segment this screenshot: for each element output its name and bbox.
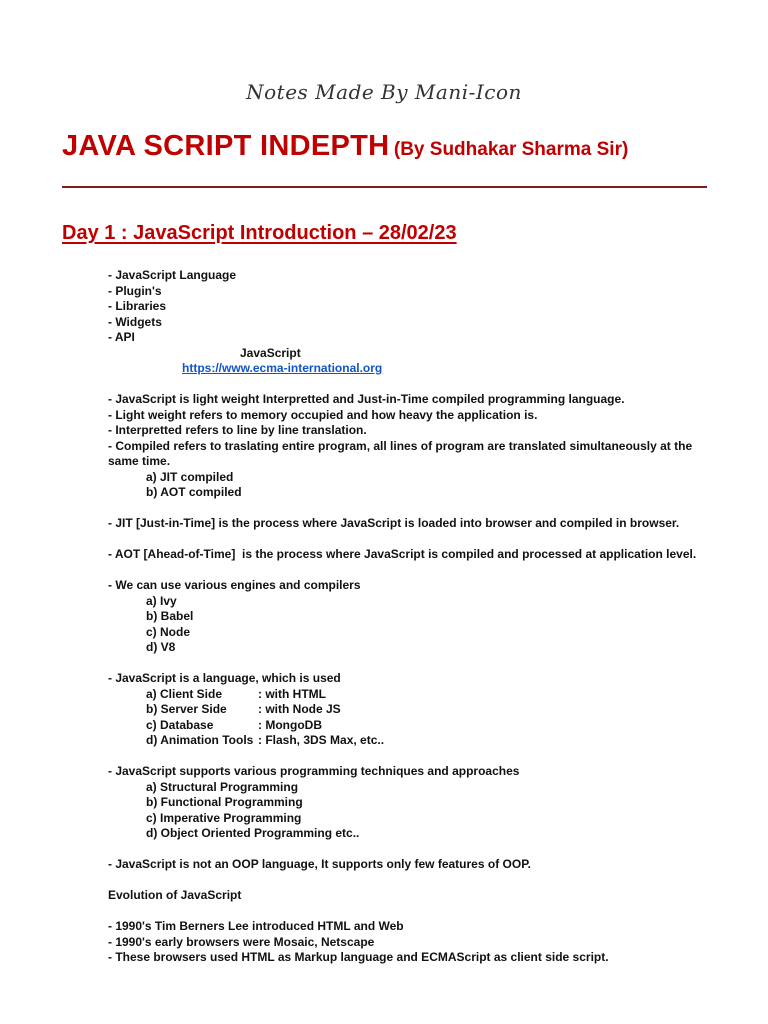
- day-heading: Day 1 : JavaScript Introduction – 28/02/23: [62, 222, 457, 244]
- usage-tech: : MongoDB: [258, 717, 322, 732]
- engine-item: a) Ivy: [146, 593, 177, 608]
- aot-definition: - AOT [Ahead-of-Time] is the process where JavaScript is compiled and processed at application level.: [108, 547, 697, 561]
- evolution-heading: Evolution of JavaScript: [108, 888, 242, 902]
- spacer: [108, 873, 708, 889]
- usage-item: [108, 733, 708, 749]
- spacer: [108, 377, 708, 393]
- document-title-main: JAVA SCRIPT INDEPTH: [62, 130, 390, 162]
- definition-line: - Light weight refers to memory occupied and how heavy the application is.: [108, 407, 538, 422]
- engine-item: b) Babel: [146, 609, 194, 623]
- jit-definition: - JIT [Just-in-Time] is the process where JavaScript is loaded into browser and compiled in browser.: [108, 516, 680, 530]
- definition-line: - Interpretted refers to line by line translation.: [108, 423, 367, 437]
- usage-area: a) Client Side: [146, 686, 223, 701]
- intro-list-item: - Plugin's: [108, 283, 162, 298]
- intro-list-item: - API: [108, 330, 135, 344]
- definition-line: - JavaScript is light weight Interpretted and Just-in-Time compiled programming language.: [108, 392, 625, 406]
- techniques-intro: - JavaScript supports various programming techniques and approaches: [108, 764, 520, 778]
- spacer: [108, 501, 708, 517]
- compile-type-item: b) AOT compiled: [146, 485, 242, 499]
- technique-item: a) Structural Programming: [146, 779, 299, 794]
- ecma-link[interactable]: https://www.ecma-international.org: [182, 361, 383, 375]
- spacer: [108, 749, 708, 765]
- evolution-item: - These browsers used HTML as Markup language and ECMAScript as client side script.: [108, 950, 609, 964]
- technique-item: c) Imperative Programming: [146, 810, 302, 825]
- compile-type-item: a) JIT compiled: [146, 469, 234, 484]
- document-title-author: (By Sudhakar Sharma Sir): [393, 139, 629, 160]
- usage-tech: : Flash, 3DS Max, etc..: [258, 733, 385, 747]
- engine-item: d) V8: [146, 640, 176, 654]
- usage-area: d) Animation Tools: [146, 733, 254, 747]
- intro-list-item: - Widgets: [108, 314, 162, 329]
- usage-area: c) Database: [146, 717, 214, 732]
- usage-item: [108, 718, 708, 734]
- spacer: [108, 563, 708, 579]
- spacer: [108, 656, 708, 672]
- usage-tech: : with HTML: [258, 686, 326, 701]
- usage-tech: : with Node JS: [258, 702, 341, 716]
- evolution-item: - 1990's early browsers were Mosaic, Netscape: [108, 934, 375, 949]
- engine-item: c) Node: [146, 624, 191, 639]
- standard-name: JavaScript: [240, 345, 301, 360]
- technique-item: d) Object Oriented Programming etc..: [146, 826, 360, 840]
- notes-author-header: Notes Made By Mani-Icon: [246, 80, 522, 104]
- intro-list-item: - JavaScript Language: [108, 268, 237, 282]
- document-title: [62, 130, 628, 163]
- definition-line: - Compiled refers to traslating entire program, all lines of program are translated simultaneously at the same time.: [108, 438, 693, 468]
- notes-body: [108, 268, 708, 966]
- usage-intro: - JavaScript is a language, which is used: [108, 671, 341, 685]
- engines-intro: - We can use various engines and compilers: [108, 578, 361, 592]
- evolution-item: - 1990's Tim Berners Lee introduced HTML and Web: [108, 919, 404, 933]
- usage-item: [108, 687, 708, 703]
- usage-area: b) Server Side: [146, 702, 227, 716]
- spacer: [108, 904, 708, 920]
- oop-note: - JavaScript is not an OOP language, It supports only few features of OOP.: [108, 857, 531, 871]
- intro-list-item: - Libraries: [108, 299, 167, 313]
- spacer: [108, 842, 708, 858]
- spacer: [108, 532, 708, 548]
- technique-item: b) Functional Programming: [146, 795, 303, 809]
- title-divider: [62, 186, 707, 188]
- usage-item: [108, 702, 708, 718]
